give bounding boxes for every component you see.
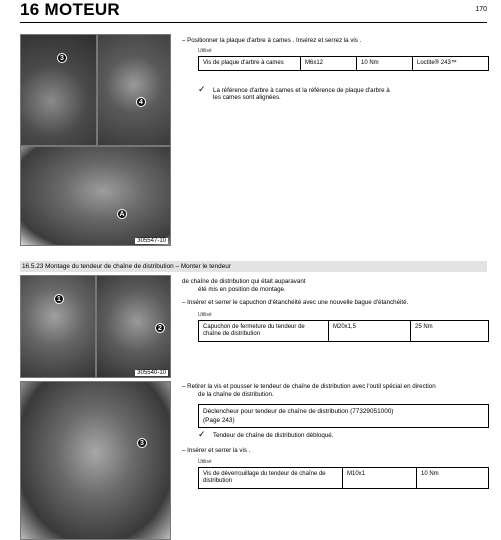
spec-thread: M10x1 xyxy=(343,468,417,489)
spec-part: Vis de déverrouillage du tendeur de chaîne de distribution xyxy=(199,468,343,489)
page-number: 170 xyxy=(475,6,487,13)
spec-torque: 10 Nm xyxy=(417,468,489,489)
tool-page-ref[interactable]: (Page 243) xyxy=(203,417,235,424)
step1-check-text: La référence d'arbre à cames et la référence de plaque d'arbre à xyxy=(213,87,390,94)
step3-instruction-2: de la chaîne de distribution. xyxy=(198,391,274,398)
callout-3: 3 xyxy=(137,438,147,448)
step1-instruction: – Positionner la plaque d'arbre à cames . Insérez et serrez la vis . xyxy=(182,37,362,44)
step3-instruction: – Retirer la vis et pousser le tendeur de chaîne de distribution avec l'outil spécial en direction xyxy=(182,383,436,390)
photo-id: 305547-10 xyxy=(137,238,166,244)
callout-1: 1 xyxy=(54,294,64,304)
engine-photo-top-right xyxy=(97,34,171,146)
step1-check-text-2: les cames sont alignées. xyxy=(213,94,281,101)
intro-line-1: de chaîne de distribution qui était auparavant xyxy=(182,278,306,285)
tensioner-tool-photo xyxy=(20,381,171,540)
intro-line-2: été mis en position de montage. xyxy=(198,286,286,293)
step4-used-label: Utilisé xyxy=(198,459,212,465)
engine-photo-cylinder-head xyxy=(20,146,171,246)
callout-2: 2 xyxy=(155,323,165,333)
step1-spec-table xyxy=(198,56,489,71)
spec-torque: 25 Nm xyxy=(411,321,489,342)
checkmark-icon: ✓ xyxy=(198,429,206,439)
callout-a: A xyxy=(117,209,127,219)
step1-used-label: Utilisé xyxy=(198,48,212,54)
spec-thread: M20x1,5 xyxy=(329,321,411,342)
checkmark-icon: ✓ xyxy=(198,84,206,94)
tensioner-photo-right xyxy=(96,275,171,378)
header-divider xyxy=(20,22,487,23)
step3-check-text: Tendeur de chaîne de distribution débloqué. xyxy=(213,432,334,439)
photo-id: 305540-10 xyxy=(137,370,166,376)
step2-spec-table xyxy=(198,320,489,342)
spec-threadlocker: Loctite® 243™ xyxy=(413,57,489,71)
section-heading: 16.5.23 Montage du tendeur de chaîne de distribution – Monter le tendeur xyxy=(20,261,487,272)
spec-part: Capuchon de fermeture du tendeur de chaîne de distribution xyxy=(199,321,329,342)
spec-thread: M6x12 xyxy=(301,57,357,71)
tool-name: Déclencheur pour tendeur de chaîne de distribution (77329051000) xyxy=(203,408,394,415)
spec-torque: 10 Nm xyxy=(357,57,413,71)
special-tool-box xyxy=(198,404,489,428)
callout-4: 4 xyxy=(136,97,146,107)
tensioner-photo-left xyxy=(20,275,96,378)
callout-3: 3 xyxy=(57,53,67,63)
page-title: 16 MOTEUR xyxy=(20,0,120,19)
engine-photo-top-left xyxy=(20,34,97,146)
spec-part: Vis de plaque d'arbre à cames xyxy=(199,57,301,71)
step4-instruction: – Insérer et serrer la vis . xyxy=(182,447,251,454)
step2-instruction: – Insérer et serrer le capuchon d'étanchéité avec une nouvelle bague d'étanchéité. xyxy=(182,299,409,306)
step2-used-label: Utilisé xyxy=(198,312,212,318)
step4-spec-table xyxy=(198,467,489,489)
